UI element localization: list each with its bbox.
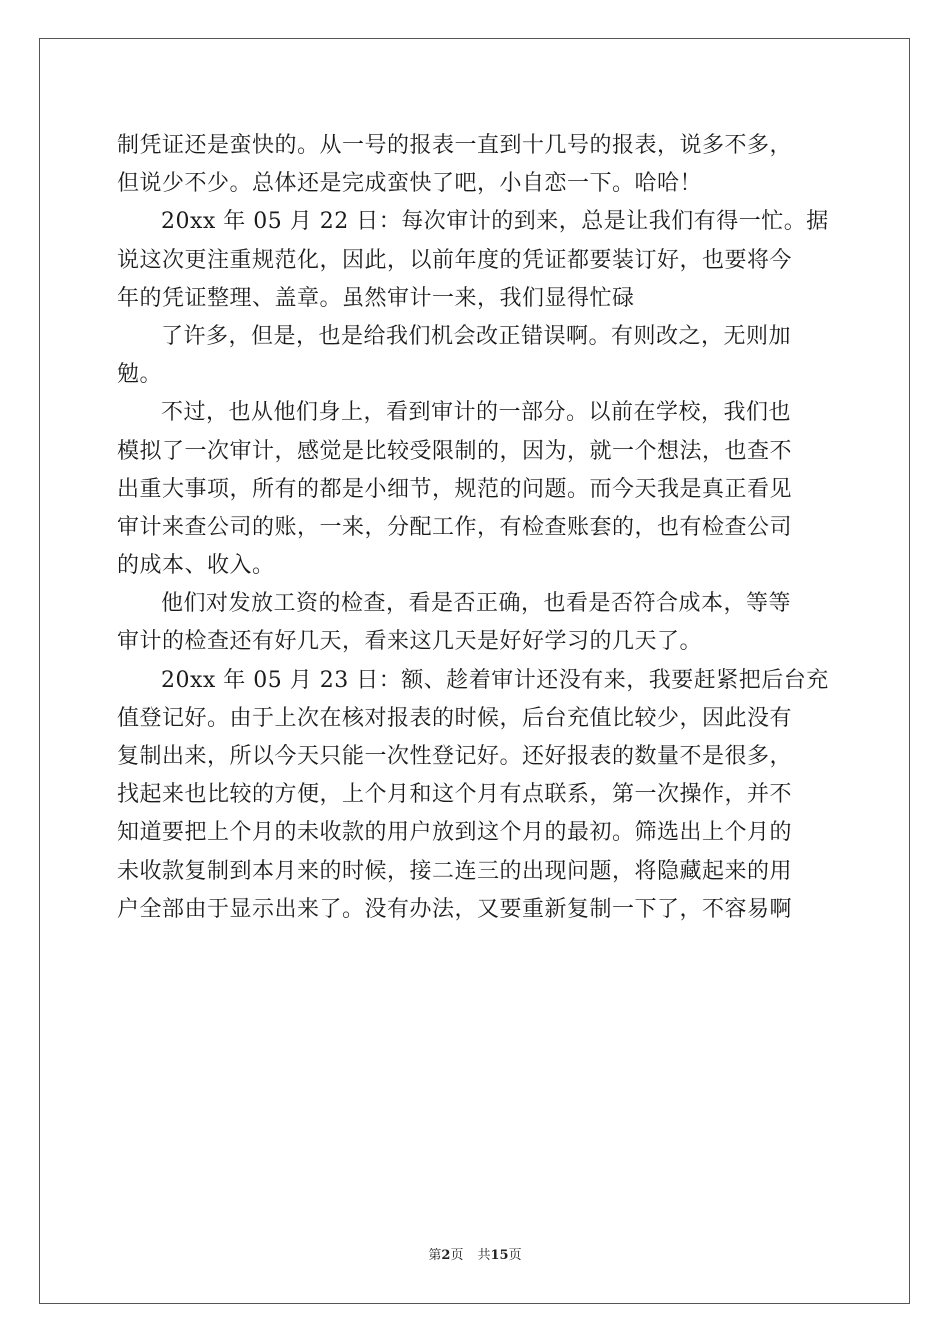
page-prefix: 第 <box>428 1248 442 1263</box>
text-line: 的成本、收入。 <box>117 553 275 579</box>
text-line: 知道要把上个月的未收款的用户放到这个月的最初。筛选出上个月的 <box>117 820 793 846</box>
text-line: 他们对发放工资的检查，看是否正确，也看是否符合成本，等等 <box>161 591 792 617</box>
text-line: 但说少不少。总体还是完成蛮快了吧，小自恋一下。哈哈！ <box>117 171 703 197</box>
text-line: 找起来也比较的方便，上个月和这个月有点联系，第一次操作，并不 <box>117 782 793 808</box>
text-line: 模拟了一次审计，感觉是比较受限制的，因为，就一个想法，也查不 <box>117 438 793 464</box>
text-line: 出重大事项，所有的都是小细节，规范的问题。而今天我是真正看见 <box>117 476 793 502</box>
text-line: 户全部由于显示出来了。没有办法，又要重新复制一下了，不容易啊 <box>117 896 793 922</box>
text-line: 年的凭证整理、盖章。虽然审计一来，我们显得忙碌 <box>117 285 635 311</box>
text-line: 制凭证还是蛮快的。从一号的报表一直到十几号的报表，说多不多， <box>117 133 793 158</box>
text-line: 勉。 <box>117 362 163 388</box>
text-line: 不过，也从他们身上，看到审计的一部分。以前在学校，我们也 <box>161 400 792 426</box>
text-line: 审计的检查还有好几天，看来这几天是好好学习的几天了。 <box>117 629 703 655</box>
text-line: 复制出来，所以今天只能一次性登记好。还好报表的数量不是很多， <box>117 744 793 769</box>
page-suffix: 页 <box>450 1248 464 1263</box>
total-suffix: 页 <box>508 1248 522 1263</box>
text-line: 了许多，但是，也是给我们机会改正错误啊。有则改之，无则加 <box>161 323 792 349</box>
text-line: 未收款复制到本月来的时候，接二连三的出现问题，将隐藏起来的用 <box>117 858 793 884</box>
page-footer <box>0 1247 950 1265</box>
text-line: 20xx 年 05 月 22 日：每次审计的到来，总是让我们有得一忙。据 <box>161 209 829 235</box>
page-number: 2 <box>441 1248 451 1263</box>
text-line: 说这次更注重规范化，因此，以前年度的凭证都要装订好，也要将今 <box>117 247 793 273</box>
total-pages: 15 <box>490 1248 509 1263</box>
text-line: 审计来查公司的账，一来，分配工作，有检查账套的，也有检查公司 <box>117 514 793 540</box>
total-prefix: 共 <box>477 1248 491 1263</box>
document-body <box>117 127 837 929</box>
text-line: 值登记好。由于上次在核对报表的时候，后台充值比较少，因此没有 <box>117 705 793 731</box>
text-line: 20xx 年 05 月 23 日：额、趁着审计还没有来，我要赶紧把后台充 <box>161 667 829 693</box>
